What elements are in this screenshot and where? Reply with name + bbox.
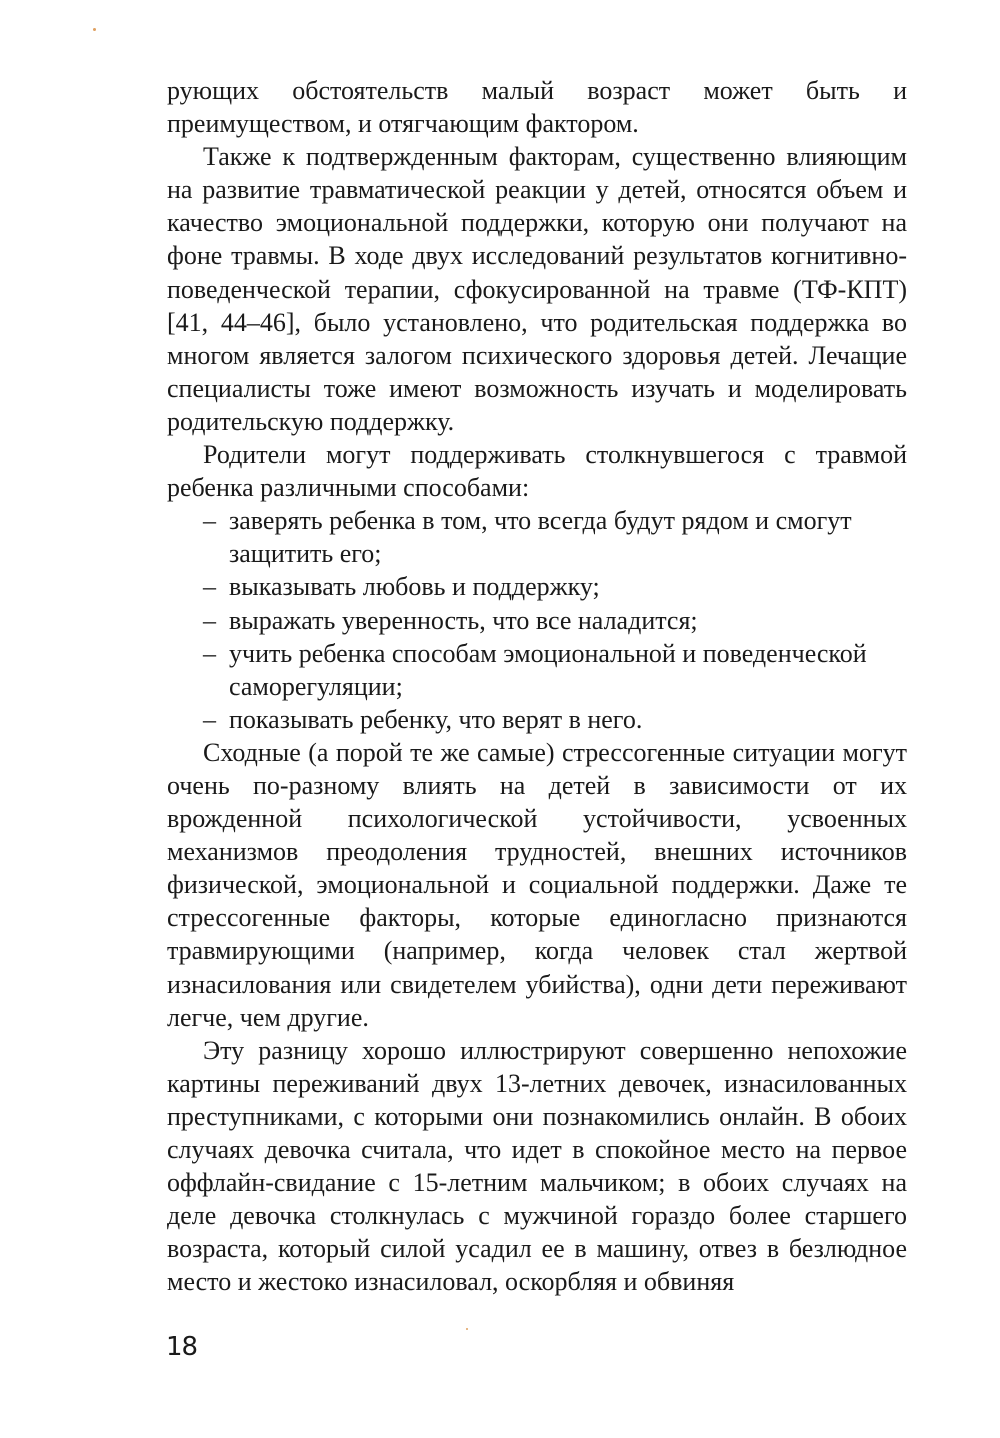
list-item (167, 703, 907, 736)
list-item-text: выказывать любовь и поддержку; (229, 572, 600, 602)
dash-marker: – (203, 572, 216, 602)
list-item (167, 570, 907, 603)
paragraph-two-girls-example: Эту разницу хорошо иллюстрируют совершенно непохожие картины переживаний двух 13-летних девочек, изнасилованных преступниками, с которыми они познакомились онлайн. В обоих случаях девочка считала, что идет в спокойное место на первое оффлайн-свидание с 15-летним мальчиком; в обоих случаях на деле девочка столкнулась с мужчиной гораздо более старшего возраста, который силой усадил ее в машину, отвез в безлюдное место и жестоко изнасиловал, оскорбляя и обвиняя (167, 1035, 907, 1297)
paragraph-stress-situations: Сходные (а порой те же самые) стрессогенные ситуации могут очень по-разному влиять на детей в зависимости от их врожденной психологической устойчивости, усвоенных механизмов преодоления трудностей, внешних источников физической, эмоциональной и социальной поддержки. Даже те стрессогенные факторы, которые единогласно признаются травмирующими (например, когда человек стал жертвой изнасилования или свидетелем убийства), одни дети переживают легче, чем другие. (167, 737, 907, 1032)
list-item-text: показывать ребенку, что верят в него. (229, 704, 643, 734)
list-item (167, 504, 907, 570)
list-item (167, 604, 907, 637)
list-item (167, 637, 907, 703)
dash-marker: – (203, 638, 216, 668)
support-methods-list (167, 504, 907, 736)
scan-speck (93, 28, 96, 31)
list-item-text: заверять ребенка в том, что всегда будут рядом и смогут защитить его; (229, 506, 852, 569)
dash-marker: – (203, 506, 216, 536)
dash-marker: – (203, 704, 216, 734)
body-text (167, 74, 907, 1298)
paragraph-continuation: рующих обстоятельств малый возраст может быть и преимуществом, и отягчающим фактором. (167, 76, 907, 139)
paragraph-parents-intro: Родители могут поддерживать столкнувшегося с травмой ребенка различными способами: (167, 440, 907, 503)
dash-marker: – (203, 605, 216, 635)
list-item-text: учить ребенка способам эмоциональной и поведенческой саморегуляции; (229, 638, 867, 701)
paragraph-emotional-support: Также к подтвержденным факторам, существенно влияющим на развитие травматической реакции у детей, относятся объем и качество эмоциональной поддержки, которую они получают на фоне травмы. В ходе двух исследований результатов когнитивно-поведенческой терапии, сфокусированной на травме (ТФ-КПТ) [41, 44–46], было установлено, что родительская поддержка во многом является залогом психического здоровья детей. Лечащие специалисты тоже имеют возможность изучать и моделировать родительскую поддержку. (167, 142, 907, 436)
scan-speck (466, 1328, 468, 1330)
list-item-text: выражать уверенность, что все наладится; (229, 605, 698, 635)
page-number: 18 (166, 1332, 198, 1362)
